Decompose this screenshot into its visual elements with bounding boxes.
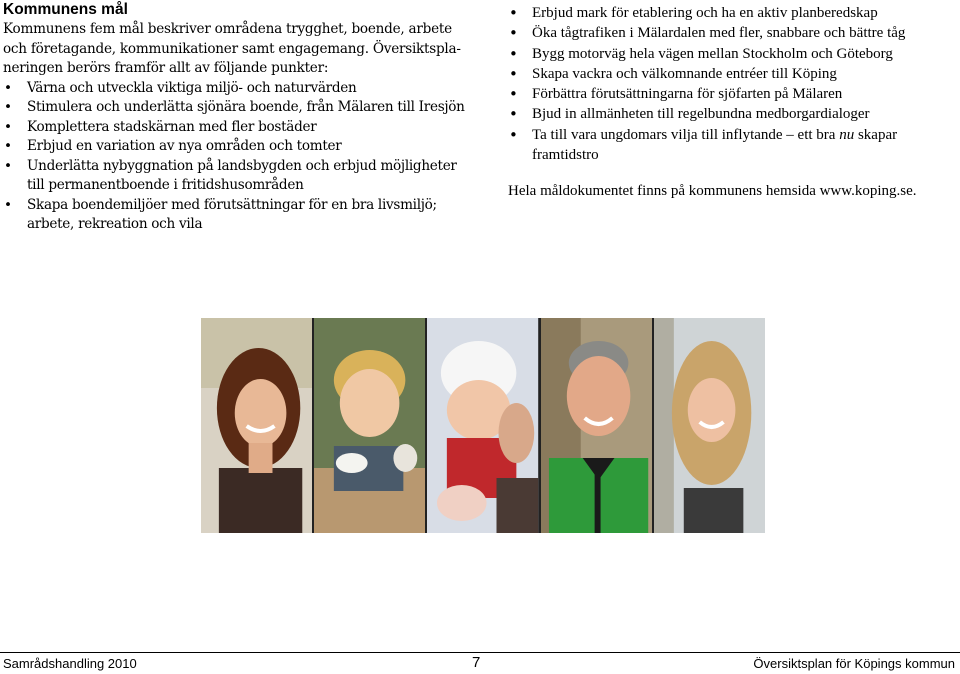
right-column <box>508 3 960 216</box>
footer-document-type: Samrådshandling 2010 <box>3 656 137 671</box>
footer-document-title: Översiktsplan för Köpings kommun <box>753 656 955 671</box>
list-item: • Underlätta nybyggnation på landsbygden och erbjud möjligheter till permanentboende i fritidshusområden <box>3 157 473 196</box>
page-number: 7 <box>472 654 481 671</box>
list-item: • Komplettera stadskärnan med fler bostäder <box>3 118 473 138</box>
section-heading: Kommunens mål <box>3 1 128 18</box>
photo-strip <box>201 318 765 533</box>
list-item: • Erbjud mark för etablering och ha en aktiv planberedskap <box>508 3 960 23</box>
list-item: • Bjud in allmänheten till regelbundna medborgardialoger <box>508 104 960 124</box>
left-bullet-list <box>3 79 473 235</box>
photo-blond-child <box>314 318 425 533</box>
list-item: • Förbättra förutsättningarna för sjöfarten på Mälaren <box>508 84 960 104</box>
closing-paragraph: Hela måldokumentet finns på kommunens hemsida www.koping.se. <box>508 183 917 200</box>
list-item: • Skapa vackra och välkomnande entréer till Köping <box>508 64 960 84</box>
intro-paragraph: Kommunens fem mål beskriver områdena trygghet, boende, arbete och företagande, kommunikationer samt engagemang. Översiktspla-neringen berörs framför allt av följande punkter: <box>3 21 461 76</box>
photo-man-green-shirt <box>541 318 652 533</box>
list-item: • Värna och utveckla viktiga miljö- och naturvärden <box>3 79 473 99</box>
list-item-text: skapar framtidstro <box>532 126 898 164</box>
list-item: • Stimulera och underlätta sjönära boende, från Mälaren till Iresjön <box>3 98 473 118</box>
list-item: • Erbjud en variation av nya områden och tomter <box>3 137 473 157</box>
right-bullet-list <box>508 3 960 165</box>
left-column <box>3 0 473 235</box>
photo-baby <box>427 318 538 533</box>
list-item-text: Ta till vara ungdomars vilja till inflytande – ett bra <box>532 126 840 143</box>
photo-blonde-woman <box>654 318 765 533</box>
page-footer <box>0 652 960 674</box>
list-item: • Skapa boendemiljöer med förutsättningar för en bra livsmiljö; arbete, rekreation och vila <box>3 196 473 235</box>
photo-young-woman <box>201 318 312 533</box>
list-item <box>508 125 960 166</box>
list-item: • Öka tågtrafiken i Mälardalen med fler, snabbare och bättre tåg <box>508 23 960 43</box>
list-item: • Bygg motorväg hela vägen mellan Stockholm och Göteborg <box>508 44 960 64</box>
emphasis-text: nu <box>839 126 855 143</box>
